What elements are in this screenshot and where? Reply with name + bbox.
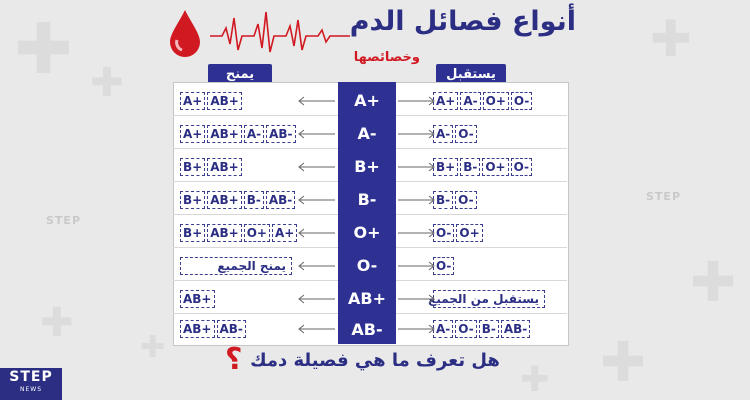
background-cross-icon: ✚ (14, 8, 73, 90)
logo-sub: NEWS (19, 386, 43, 393)
arrow-right-icon (398, 261, 436, 271)
blood-type-label: A- (357, 124, 377, 143)
donates-list (180, 224, 297, 242)
arrow-right-icon (398, 96, 436, 106)
donates-list (180, 158, 242, 176)
receive-type: O- (455, 191, 476, 209)
arrow-left-icon (297, 228, 335, 238)
header (0, 0, 750, 80)
donates-list (180, 320, 246, 338)
receives-list (428, 290, 545, 308)
donate-type: B+ (180, 224, 205, 242)
background-cross-icon: ✚ (600, 330, 647, 394)
donate-type: B+ (180, 158, 205, 176)
receive-type: O- (433, 257, 454, 275)
arrow-left-icon (297, 294, 335, 304)
receive-type: O+ (483, 92, 509, 110)
blood-type-label: AB+ (348, 289, 386, 308)
background-cross-icon: ✚ (650, 10, 692, 68)
blood-type-label: O+ (353, 223, 381, 242)
receive-type: A- (433, 125, 453, 143)
donate-type: AB+ (207, 224, 242, 242)
donates-list (180, 290, 215, 308)
receive-type: B- (460, 158, 480, 176)
donate-type: A- (244, 125, 264, 143)
donate-to-all: يمنح الجميع (180, 257, 292, 275)
arrow-right-icon (398, 228, 436, 238)
donate-type: AB+ (180, 320, 215, 338)
donate-type: AB- (266, 191, 295, 209)
donate-type: A+ (272, 224, 297, 242)
receive-type: O- (511, 92, 532, 110)
receive-type: O- (511, 158, 532, 176)
donates-list (180, 125, 296, 143)
receives-list (433, 125, 477, 143)
donate-type: AB+ (207, 191, 242, 209)
watermark-logo: STEP (646, 190, 682, 203)
arrow-left-icon (297, 195, 335, 205)
heartbeat-line-icon (210, 6, 350, 56)
donate-type: B- (244, 191, 264, 209)
receive-type: O- (455, 125, 476, 143)
donates-list (180, 92, 242, 110)
donate-type: AB+ (207, 125, 242, 143)
blood-type-label: O- (356, 256, 378, 275)
receive-from-all: يستقبل من الجميع (433, 290, 545, 308)
blood-drop-icon (168, 8, 202, 58)
blood-type-label: B- (357, 190, 377, 209)
blood-type-label: B+ (354, 157, 380, 176)
receives-list (433, 191, 477, 209)
receives-list (433, 320, 530, 338)
blood-type-label: AB- (351, 320, 383, 339)
receive-column-header: يستقبل (436, 64, 506, 86)
question-mark-icon: ؟ (225, 342, 243, 377)
receive-type: O+ (456, 224, 482, 242)
donate-type: AB- (266, 125, 295, 143)
background-cross-icon: ✚ (90, 60, 124, 106)
page-subtitle: وخصائصها (353, 50, 420, 65)
arrow-right-icon (398, 324, 436, 334)
receive-type: B- (433, 191, 453, 209)
watermark-logo: STEP (46, 214, 82, 227)
receives-list (433, 158, 532, 176)
blood-type-label: A+ (354, 91, 380, 110)
receives-list (433, 224, 483, 242)
receives-list (433, 92, 532, 110)
logo-name: STEP (9, 369, 53, 385)
arrow-left-icon (297, 129, 335, 139)
arrow-right-icon (398, 294, 436, 304)
background-cross-icon: ✚ (520, 360, 550, 400)
arrow-right-icon (398, 162, 436, 172)
arrow-left-icon (297, 261, 335, 271)
receives-list (433, 257, 454, 275)
donate-type: AB+ (207, 158, 242, 176)
arrow-left-icon (297, 96, 335, 106)
donate-type: B+ (180, 191, 205, 209)
arrow-right-icon (398, 129, 436, 139)
receive-type: AB- (501, 320, 530, 338)
page-title: أنواع فصائل الدم (349, 6, 576, 37)
donate-type: A+ (180, 125, 205, 143)
receive-type: O- (433, 224, 454, 242)
donates-list (180, 257, 292, 275)
receive-type: B- (479, 320, 499, 338)
background-cross-icon: ✚ (690, 250, 737, 314)
arrow-left-icon (297, 324, 335, 334)
receive-type: A+ (433, 92, 458, 110)
background-cross-icon: ✚ (40, 300, 74, 346)
step-news-logo (0, 368, 62, 400)
question-text: هل تعرف ما هي فصيلة دمك (250, 350, 500, 371)
arrow-left-icon (297, 162, 335, 172)
donate-type: A+ (180, 92, 205, 110)
donate-type: AB+ (207, 92, 242, 110)
donate-type: O+ (244, 224, 270, 242)
arrow-right-icon (398, 195, 436, 205)
receive-type: O- (455, 320, 476, 338)
donate-type: AB+ (180, 290, 215, 308)
background-cross-icon: ✚ (140, 330, 166, 365)
donate-type: AB- (217, 320, 246, 338)
receive-type: O+ (482, 158, 508, 176)
donates-list (180, 191, 295, 209)
receive-type: A- (433, 320, 453, 338)
donate-column-header: يمنح (208, 64, 272, 86)
receive-type: A- (460, 92, 480, 110)
receive-type: B+ (433, 158, 458, 176)
